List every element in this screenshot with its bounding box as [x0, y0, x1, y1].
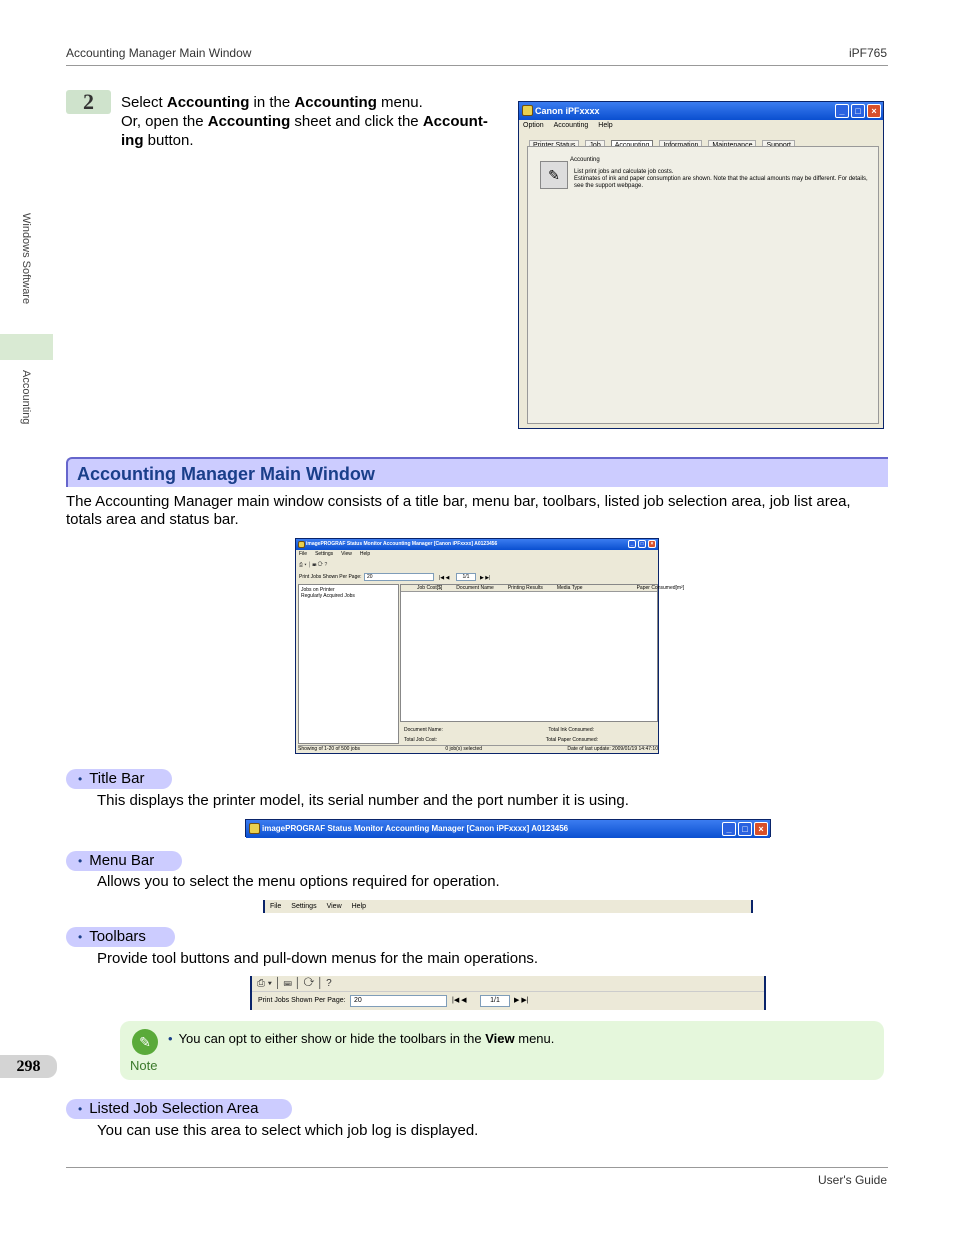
am-page-toolbar: Print Jobs Shown Per Page: 20 |◀ ◀ 1/1 ▶ ▶|	[299, 574, 491, 581]
am-minimize-icon: _	[628, 540, 636, 548]
accounting-sheet-panel	[527, 146, 879, 424]
page-number-box: 1/1	[480, 995, 510, 1007]
title-bar-description: This displays the printer model, its serial number and the port number it is using.	[97, 792, 629, 809]
listed-job-selection-area: Jobs on Printer Regularly Acquired Jobs	[298, 584, 399, 744]
title-bar-screenshot: imagePROGRAF Status Monitor Accounting Manager [Canon iPFxxxx] A0123456 _ □ ×	[245, 819, 771, 837]
am-app-icon	[298, 541, 305, 548]
per-page-select: 20	[350, 995, 447, 1007]
printer-app-icon	[522, 105, 533, 116]
section-heading: Accounting Manager Main Window	[66, 457, 888, 487]
step-instructions: Select Accounting in the Accounting menu. Or, open the Accounting sheet and click the Account- ing button.	[121, 94, 488, 149]
section-intro: The Accounting Manager main window consists of a title bar, menu bar, toolbars, listed job selection area, job list area, totals area and status bar.	[66, 493, 851, 528]
page-number: 298	[0, 1055, 57, 1078]
side-label-accounting: Accounting	[20, 370, 32, 425]
menu-bar-description: Allows you to select the menu options required for operation.	[97, 873, 500, 890]
bullet-menu-bar: • Menu Bar	[66, 851, 182, 871]
first-prev-icons: |◀ ◀	[452, 997, 467, 1004]
totals-area: Document Name: Total Ink Consumed: Total Job Cost: Total Paper Consumed:	[404, 727, 598, 743]
toolbar-icon-row: ⎙ ▾ │ ⌨ │ ⟳ │ ?	[252, 976, 764, 992]
header-rule	[66, 65, 888, 66]
side-tab-marker	[0, 334, 53, 360]
am-toolbar-icons: ⎙ ▾ │ ⌨ ⟳ ?	[299, 562, 328, 568]
printer-status-window-screenshot	[518, 101, 884, 429]
maximize-icon: □	[851, 104, 865, 118]
toolbars-screenshot	[250, 976, 766, 1010]
title-bar-minimize-icon: _	[722, 822, 736, 836]
accounting-manager-window-screenshot	[295, 538, 685, 754]
window-menu-bar	[519, 120, 883, 132]
footer-guide-name: User's Guide	[818, 1173, 887, 1187]
window-title-bar: Canon iPFxxxx _ □ ×	[519, 102, 883, 120]
accounting-heading: Accounting	[570, 157, 600, 163]
am-maximize-icon: □	[638, 540, 646, 548]
side-label-windows-software: Windows Software	[20, 213, 32, 305]
toolbars-description: Provide tool buttons and pull-down menus for the main operations.	[97, 950, 539, 967]
am-menu-bar: File Settings View Help	[299, 551, 371, 557]
toolbar-page-row: Print Jobs Shown Per Page: 20 |◀ ◀ 1/1 ▶ ▶|	[252, 992, 764, 1009]
menu-option: Option	[523, 122, 544, 129]
status-bar: Showing of 1-20 of 500 jobs 0 job(s) selected Date of last update: 2009/01/19 14:47:10	[298, 746, 658, 752]
accounting-description: List print jobs and calculate job costs. Estimates of ink and paper consumption are shown. Note that the actual amounts may be different. For details, see the support webpage.	[574, 169, 868, 189]
title-bar-app-icon	[249, 823, 260, 834]
menu-help: Help	[598, 122, 613, 129]
note-pencil-icon: ✎	[132, 1029, 158, 1055]
minimize-icon: _	[835, 104, 849, 118]
bullet-title-bar: • Title Bar	[66, 769, 172, 789]
title-bar-maximize-icon: □	[738, 822, 752, 836]
am-title-bar: imagePROGRAF Status Monitor Accounting Manager [Canon iPFxxxx] A0123456 _ □ ×	[296, 539, 658, 550]
close-icon: ×	[867, 104, 881, 118]
note-text: • You can opt to either show or hide the toolbars in the View menu.	[168, 1031, 554, 1046]
bullet-listed-job-selection-area: • Listed Job Selection Area	[66, 1099, 292, 1119]
job-list-area: Job Cost[$] Document Name Printing Results Media Type Paper Consumed[m²]	[400, 584, 658, 722]
am-close-icon: ×	[648, 540, 656, 548]
running-header-title: Accounting Manager Main Window	[66, 46, 252, 60]
accounting-button-icon: ✎	[540, 161, 568, 189]
bullet-toolbars: • Toolbars	[66, 927, 175, 947]
running-header-model: iPF765	[848, 46, 887, 60]
menu-bar-screenshot: File Settings View Help	[263, 900, 753, 913]
next-last-icons: ▶ ▶|	[514, 997, 529, 1004]
menu-accounting: Accounting	[553, 122, 589, 129]
note-box	[120, 1021, 884, 1080]
listed-job-selection-description: You can use this area to select which job log is displayed.	[97, 1122, 479, 1139]
footer-rule	[66, 1167, 888, 1168]
note-label: Note	[130, 1058, 158, 1073]
step-number: 2	[66, 90, 111, 114]
title-bar-close-icon: ×	[754, 822, 768, 836]
